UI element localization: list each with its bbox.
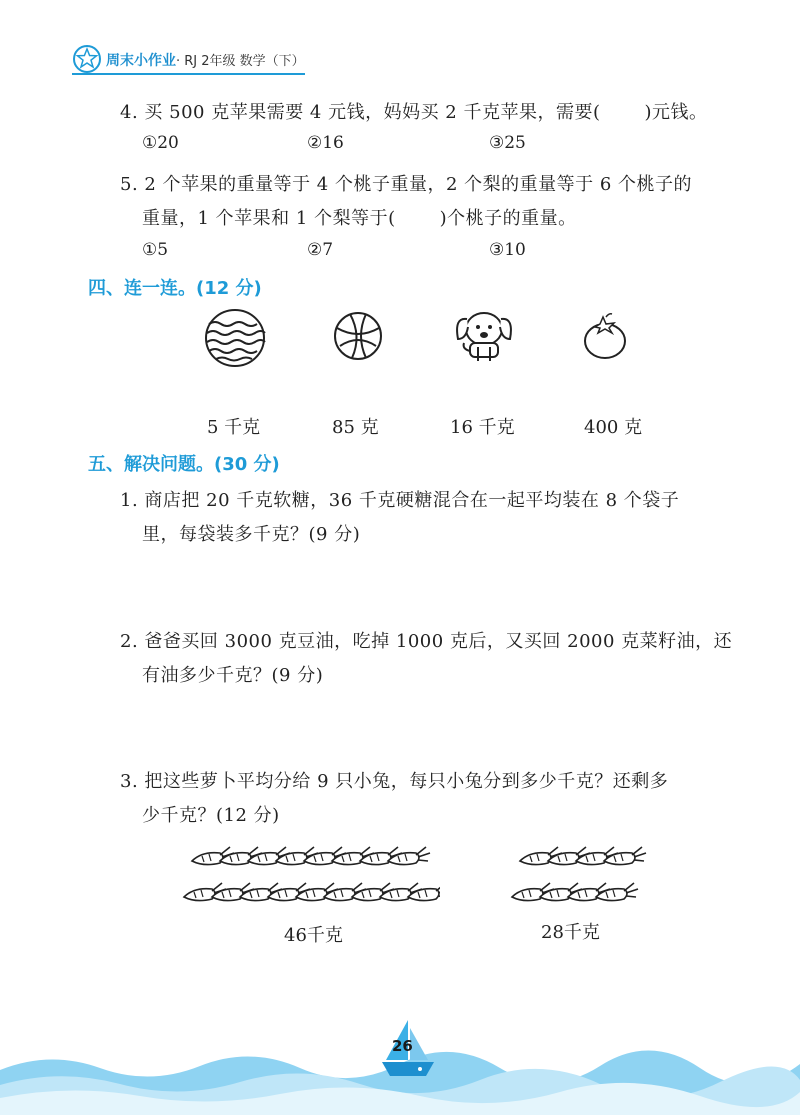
carrot-group-2-label: 28千克 xyxy=(541,922,600,943)
section-5-title: 五、解决问题。(30 分) xyxy=(88,454,280,475)
q4-option-2: ②16 xyxy=(307,133,344,153)
carrot-group-46kg xyxy=(180,835,440,915)
header-subtitle: · RJ 2年级 数学（下） xyxy=(176,54,305,69)
star-logo-icon xyxy=(72,44,102,74)
q4-option-1: ①20 xyxy=(142,133,179,153)
brand-name: 周末小作业 xyxy=(106,53,176,69)
q5-option-2: ②7 xyxy=(307,240,334,260)
problem-3-line1: 3. 把这些萝卜平均分给 9 只小兔，每只小兔分到多少千克？还剩多 xyxy=(120,771,669,792)
carrot-group-28kg xyxy=(508,835,648,915)
tomato-icon xyxy=(582,313,628,361)
problem-2-line2: 有油多少千克？(9 分) xyxy=(142,665,324,686)
q4-text-before: 4. 买 500 克苹果需要 4 元钱，妈妈买 2 千克苹果，需要( xyxy=(120,102,601,123)
q5-text-after: )个桃子的重量。 xyxy=(439,208,577,229)
problem-1-line1: 1. 商店把 20 千克软糖，36 千克硬糖混合在一起平均装在 8 个袋子 xyxy=(120,490,680,511)
weight-label-3: 16 千克 xyxy=(450,417,515,438)
header-title xyxy=(106,50,305,70)
section-4-title: 四、连一连。(12 分) xyxy=(88,278,262,299)
weight-label-2: 85 克 xyxy=(332,417,379,438)
q5-text-before: 重量，1 个苹果和 1 个梨等于( xyxy=(142,208,396,229)
problem-2-line1: 2. 爸爸买回 3000 克豆油，吃掉 1000 克后，又买回 2000 克菜籽油，还 xyxy=(120,631,733,652)
page-number: 26 xyxy=(392,1037,413,1055)
problem-1-line2: 里，每袋装多千克？(9 分) xyxy=(142,524,361,545)
q4-option-3: ③25 xyxy=(489,133,526,153)
weight-label-4: 400 克 xyxy=(584,417,643,438)
basketball-icon xyxy=(332,310,384,362)
carrot-group-1-label: 46千克 xyxy=(284,925,343,946)
watermelon-icon xyxy=(203,308,267,368)
weight-label-1: 5 千克 xyxy=(207,417,261,438)
puppy-icon xyxy=(450,305,516,363)
question-5-line1: 5. 2 个苹果的重量等于 4 个桃子重量，2 个梨的重量等于 6 个桃子的 xyxy=(120,174,693,195)
q5-option-1: ①5 xyxy=(142,240,169,260)
problem-3-line2: 少千克？(12 分) xyxy=(142,805,280,826)
question-4 xyxy=(120,98,708,124)
page-header xyxy=(72,44,732,74)
header-divider xyxy=(72,73,305,75)
q4-text-after: )元钱。 xyxy=(644,102,708,123)
q5-option-3: ③10 xyxy=(489,240,526,260)
question-5-line2 xyxy=(142,204,577,230)
